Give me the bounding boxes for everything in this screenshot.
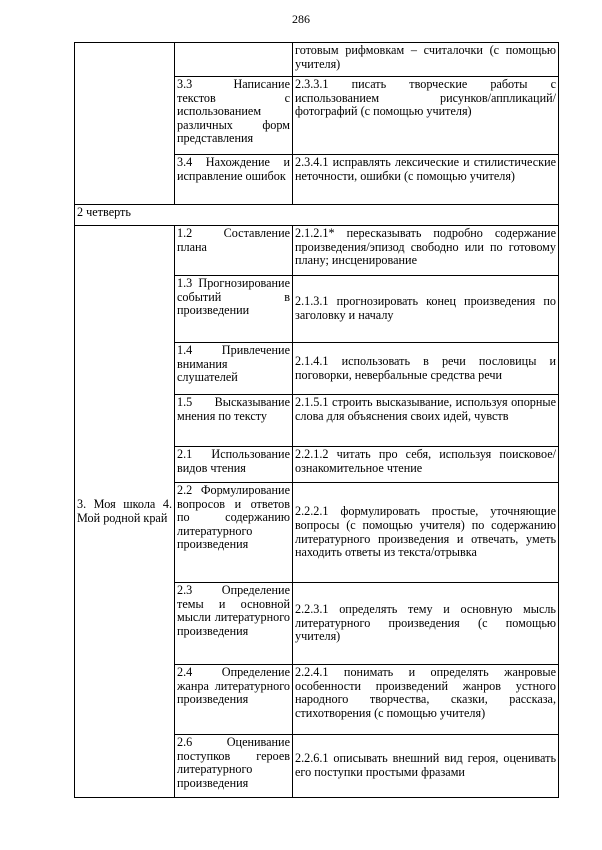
goal-cell: 2.3.3.1 писать творческие работы с использованием рисунков/аппликаций/фотографий (с помощью учителя): [293, 77, 559, 155]
goal-cell: 2.2.4.1 понимать и определять жанровые особенности произведений жанров устного народного творчества, сказки, рассказа, стихотворения (с помощью учителя): [293, 665, 559, 735]
goal-cell: 2.1.4.1 использовать в речи пословицы и поговорки, невербальные средства речи: [293, 343, 559, 395]
goal-cell: 2.3.4.1 исправлять лексические и стилистические неточности, ошибки (с помощью учителя): [293, 155, 559, 205]
goal-cell: 2.2.1.2 читать про себя, используя поисковое/ ознакомительное чтение: [293, 447, 559, 483]
topic-cell: 1.2 Составление плана: [175, 226, 293, 276]
goal-cell: 2.1.3.1 прогнозировать конец произведения по заголовку и началу: [293, 276, 559, 343]
topic-cell: 2.2 Формулирование вопросов и ответов по содержанию литературного произведения: [175, 483, 293, 583]
section-cell: 3. Моя школа 4. Мой родной край: [75, 226, 175, 798]
quarter-label: 2 четверть: [75, 205, 559, 226]
topic-cell: 3.4 Нахождение и исправление ошибок: [175, 155, 293, 205]
section-cell: [75, 43, 175, 205]
topic-cell: 2.3 Определение темы и основной мысли литературного произведения: [175, 583, 293, 665]
goal-cell: 2.2.6.1 описывать внешний вид героя, оценивать его поступки простыми фразами: [293, 735, 559, 798]
goal-cell: 2.1.2.1* пересказывать подробно содержание произведения/эпизод свободно или по готовому плану; инсценирование: [293, 226, 559, 276]
topic-cell: 1.3 Прогнозирование событий в произведении: [175, 276, 293, 343]
goal-cell: 2.1.5.1 строить высказывание, используя опорные слова для объяснения своих идей, чувств: [293, 395, 559, 447]
curriculum-table: [74, 42, 559, 798]
goal-cell: готовым рифмовкам – считалочки (с помощью учителя): [293, 43, 559, 77]
goal-cell: 2.2.2.1 формулировать простые, уточняющие вопросы (с помощью учителя) по содержанию литературного произведения и отвечать, уметь находить ответы из текста/отрывка: [293, 483, 559, 583]
table-row: [75, 43, 559, 77]
page-number: 286: [292, 12, 310, 26]
topic-cell: 2.4 Определение жанра литературного произведения: [175, 665, 293, 735]
topic-cell: 3.3 Написание текстов с использованием различных форм представления: [175, 77, 293, 155]
table-row: [75, 226, 559, 276]
quarter-row: [75, 205, 559, 226]
topic-cell: 2.1 Использование видов чтения: [175, 447, 293, 483]
goal-cell: 2.2.3.1 определять тему и основную мысль литературного произведения (с помощью учителя): [293, 583, 559, 665]
topic-cell: 2.6 Оценивание поступков героев литературного произведения: [175, 735, 293, 798]
topic-cell: [175, 43, 293, 77]
topic-cell: 1.5 Высказывание мнения по тексту: [175, 395, 293, 447]
topic-cell: 1.4 Привлечение внимания слушателей: [175, 343, 293, 395]
